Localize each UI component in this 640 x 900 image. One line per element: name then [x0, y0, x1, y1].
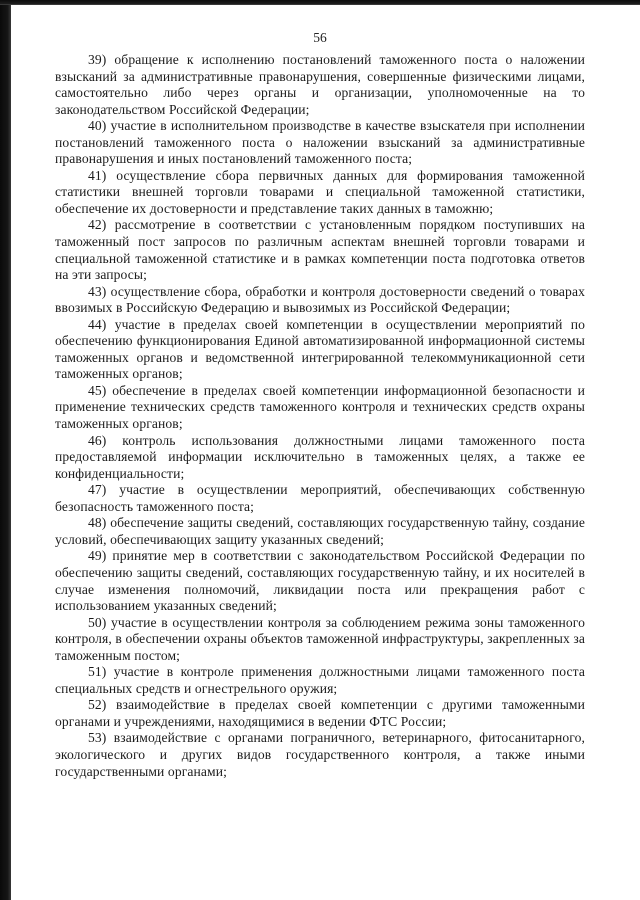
paragraph: 51) участие в контроле применения должностными лицами таможенного поста специальных средств и огнестрельного оружия; — [55, 664, 585, 696]
paragraph: 50) участие в осуществлении контроля за соблюдением режима зоны таможенного контроля, в обеспечении охраны объектов таможенной инфраструктуры, закрепленных за таможенным постом; — [55, 614, 585, 663]
document-page — [11, 5, 640, 900]
document-body — [55, 52, 585, 780]
paragraph: 41) осуществление сбора первичных данных для формирования таможенной статистики внешней торговли товарами и специальной таможенной статистики, обеспечение их достоверности и представление таких данных в таможню; — [55, 167, 585, 216]
paragraph: 47) участие в осуществлении мероприятий, обеспечивающих собственную безопасность таможенного поста; — [55, 482, 585, 514]
paragraph: 49) принятие мер в соответствии с законодательством Российской Федерации по обеспечению защиты сведений, составляющих государственную тайну, и их носителей в случае изменения полномочий, ликвидации поста или прекращения работ с использованием указанных сведений; — [55, 548, 585, 614]
paragraph: 43) осуществление сбора, обработки и контроля достоверности сведений о товарах ввозимых в Российскую Федерацию и вывозимых из Российской Федерации; — [55, 283, 585, 316]
paragraph: 48) обеспечение защиты сведений, составляющих государственную тайну, создание условий, обеспечивающих защиту указанных сведений; — [55, 515, 585, 547]
paragraph: 46) контроль использования должностными лицами таможенного поста предоставляемой информации исключительно в таможенных целях, а также ее конфиденциальности; — [55, 432, 585, 481]
page-number: 56 — [313, 30, 327, 45]
paragraph: 52) взаимодействие в пределах своей компетенции с другими таможенными органами и учреждениями, находящимися в ведении ФТС России; — [55, 697, 585, 729]
scan-edge-left — [0, 0, 11, 900]
paragraph: 40) участие в исполнительном производстве в качестве взыскателя при исполнении постановлений таможенного поста о наложении взысканий за административные правонарушения и иных постановлений таможенного поста; — [55, 118, 585, 167]
paragraph: 45) обеспечение в пределах своей компетенции информационной безопасности и применение технических средств таможенного контроля и технических средств охраны таможенных органов; — [55, 382, 585, 432]
paragraph: 44) участие в пределах своей компетенции в осуществлении мероприятий по обеспечению функционирования Единой автоматизированной информационной системы таможенных органов и ведомственной интегрированной телекоммуникационной сети таможенных органов; — [55, 316, 585, 382]
paragraph: 42) рассмотрение в соответствии с установленным порядком поступивших на таможенный пост запросов по различным аспектам внешней торговли товарами и специальной таможенной статистике и в рамках компетенции поста подготовка ответов на эти запросы; — [55, 217, 585, 283]
paragraph: 53) взаимодействие с органами пограничного, ветеринарного, фитосанитарного, экологического и других видов государственного контроля, а также иными государственными органами; — [55, 730, 585, 779]
paragraph: 39) обращение к исполнению постановлений таможенного поста о наложении взысканий за административные правонарушения, совершенные физическими лицами, самостоятельно либо через органы и организации, уполномоченные на то законодательством Российской Федерации; — [55, 52, 585, 117]
